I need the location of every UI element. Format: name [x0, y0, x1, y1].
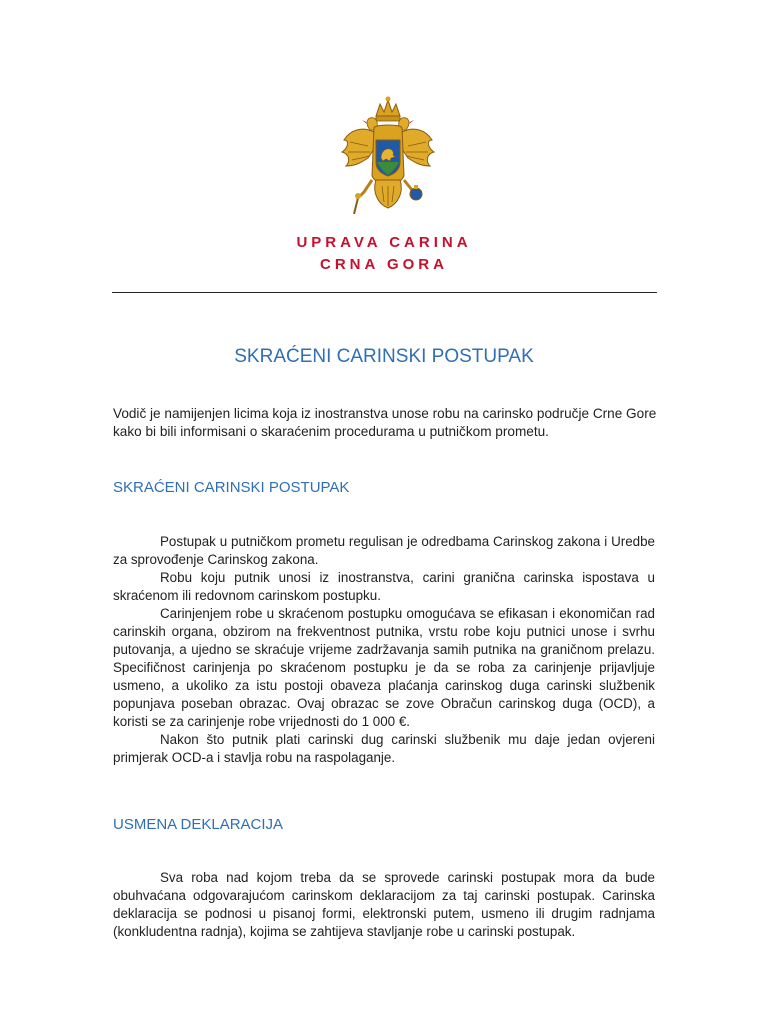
paragraph: Robu koju putnik unosi iz inostranstva, carini granična carinska ispostava u skraćenom ili redovnom carinskom postupku. [113, 570, 655, 603]
section-heading-usmena-deklaracija: USMENA DEKLARACIJA [113, 816, 284, 833]
intro-paragraph: Vodič je namijenjen licima koja iz inostranstva unose robu na carinsko područje Crne Gore kako bi bili informisani o skaraćenim procedurama u putničkom prometu. [113, 406, 657, 439]
paragraph: Postupak u putničkom prometu regulisan je odredbama Carinskog zakona i Uredbe za sprovođenje Carinskog zakona. [113, 534, 655, 567]
section-body-skraceni-postupak [113, 533, 655, 767]
org-name-line1: UPRAVA CARINA [296, 234, 472, 251]
montenegro-coat-of-arms-icon [340, 96, 436, 218]
paragraph: Nakon što putnik plati carinski dug carinski službenik mu daje jedan ovjereni primjerak OCD-a i stavlja robu na raspolaganje. [113, 732, 655, 765]
document-title: SKRAĆENI CARINSKI POSTUPAK [234, 346, 534, 367]
header-divider [112, 292, 657, 293]
paragraph: Sva roba nad kojom treba da se sprovede carinski postupak mora da bude obuhvaćana odgovarajućom carinskom deklaracijom za taj carinski postupak. Carinska deklaracija se podnosi u pisanoj formi, elektronski putem, usmeno ili drugim radnjama (konkludentna radnja), kojima se zahtijeva stavljanje robe u carinski postupak. [113, 870, 655, 939]
section-body-usmena-deklaracija [113, 869, 655, 941]
org-name-line2: CRNA GORA [320, 256, 448, 273]
section-heading-skraceni-postupak: SKRAĆENI CARINSKI POSTUPAK [113, 479, 350, 496]
paragraph: Carinjenjem robe u skraćenom postupku omogućava se efikasan i ekonomičan rad carinskih organa, obzirom na frekventnost putnika, vrstu robe koju putnici unose i svrhu putovanja, a ujedno se skraćuje vrijeme zadržavanja samih putnika na graničnom prelazu. Specifičnost carinjenja po skraćenom postupku je da se roba za carinjenje prijavljuje usmeno, a ukoliko za istu postoji obaveza plaćanja carinskog duga carinski službenik popunjava poseban obrazac. Ovaj obrazac se zove Obračun carinskog duga (OCD), a koristi se za carinjenje robe vrijednosti do 1 000 €. [113, 606, 655, 729]
